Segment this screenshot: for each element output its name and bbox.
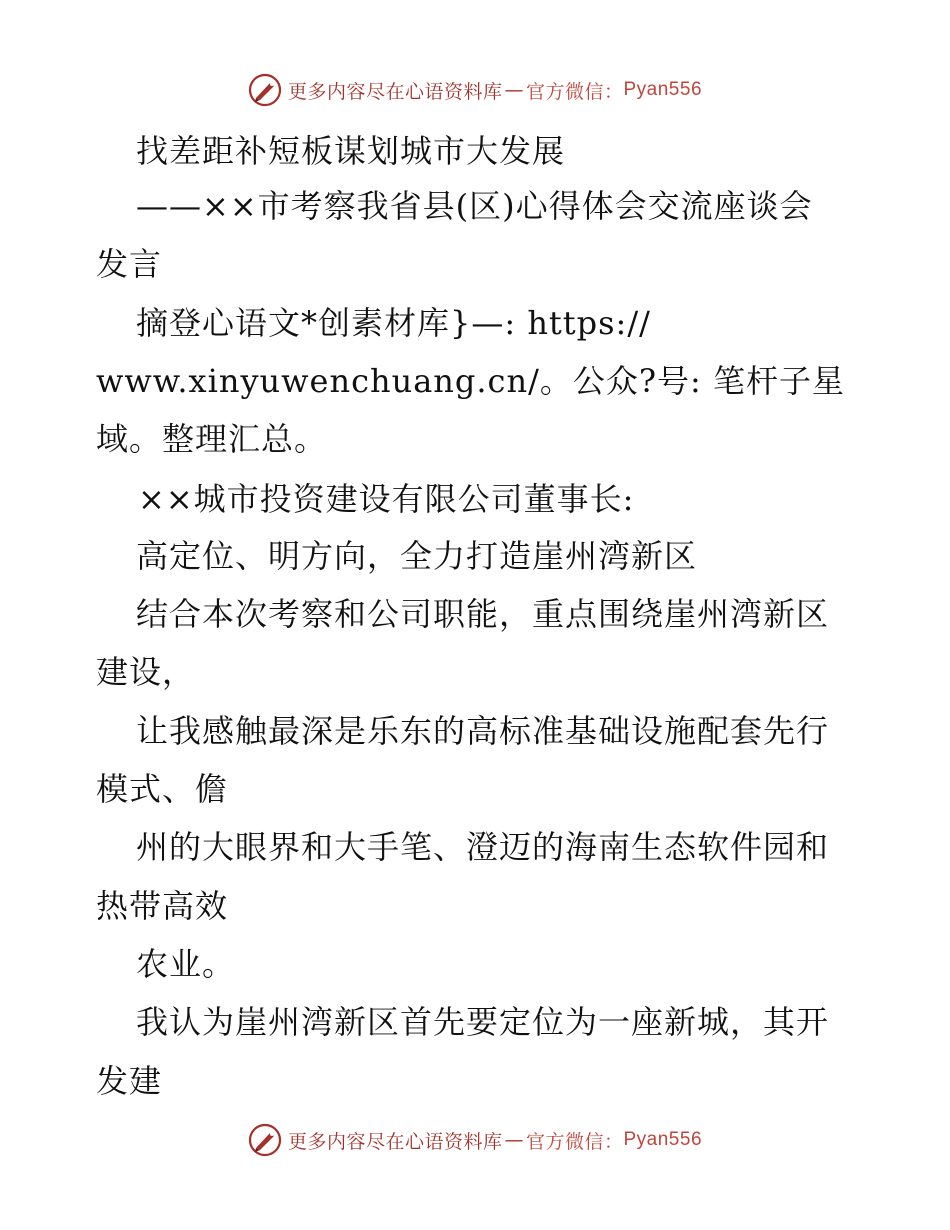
pen-logo-icon xyxy=(248,1123,282,1157)
doc-line: 模式、儋 xyxy=(96,770,229,808)
doc-line: 域。整理汇总。 xyxy=(96,420,328,458)
doc-line: 发建 xyxy=(96,1062,163,1100)
doc-subtitle: ——××市考察我省县(区)心得体会交流座谈会 xyxy=(136,187,813,225)
section-heading: 高定位、明方向，全力打造崖州湾新区 xyxy=(136,537,698,575)
doc-line: 摘登心语文*创素材库}—: https:// xyxy=(136,304,651,342)
doc-line: 州的大眼界和大手笔、澄迈的海南生态软件园和 xyxy=(136,828,830,866)
watermark-text: 更多内容尽在心语资料库 xyxy=(287,80,503,103)
doc-line: 建设， xyxy=(96,653,196,691)
doc-subtitle-continued: 发言 xyxy=(96,245,163,283)
watermark-text: 更多内容尽在心语资料库 xyxy=(287,1130,503,1153)
wechat-account: Pyan556 xyxy=(623,79,703,100)
doc-line: 我认为崖州湾新区首先要定位为一座新城，其开 xyxy=(136,1003,830,1041)
watermark-separator: — xyxy=(504,1129,524,1151)
header-watermark xyxy=(0,70,950,110)
wechat-label: 官方微信： xyxy=(525,1130,624,1153)
doc-line: 让我感触最深是乐东的高标准基础设施配套先行 xyxy=(136,712,830,750)
doc-line: www.xinyuwenchuang.cn/。公众?号: 笔杆子星 xyxy=(96,362,845,400)
doc-line: 结合本次考察和公司职能，重点围绕崖州湾新区 xyxy=(136,595,830,633)
speaker-title: ××城市投资建设有限公司董事长: xyxy=(138,480,635,518)
footer-watermark xyxy=(0,1120,950,1160)
watermark-separator: — xyxy=(504,79,524,101)
wechat-account: Pyan556 xyxy=(623,1129,703,1150)
pen-logo-icon xyxy=(248,73,282,107)
wechat-label: 官方微信： xyxy=(525,80,624,103)
doc-line: 农业。 xyxy=(136,945,236,983)
doc-line: 热带高效 xyxy=(96,887,229,925)
doc-title: 找差距补短板谋划城市大发展 xyxy=(136,132,566,170)
